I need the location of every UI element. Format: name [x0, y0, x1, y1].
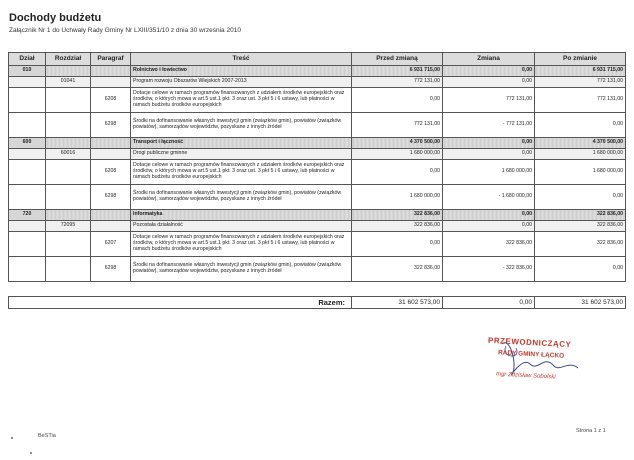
table-row-paragraf: [9, 232, 626, 257]
cell-rozdzial: 60016: [46, 149, 91, 160]
table-row-paragraf: [9, 185, 626, 210]
column-header-tresc: Treść: [131, 53, 352, 66]
cell-po: 772 131,00: [535, 77, 626, 88]
cell-tresc: Pozostała działalność: [131, 221, 352, 232]
bullet-dot: [11, 437, 13, 439]
cell-rozdzial: [46, 66, 91, 77]
table-row-rozdzial: [9, 221, 626, 232]
cell-paragraf: [91, 149, 131, 160]
table-row-rozdzial: [9, 77, 626, 88]
column-header-po: Po zmianie: [535, 53, 626, 66]
budget-table: [8, 52, 626, 282]
cell-przed: 322 836,00: [352, 257, 443, 282]
cell-tresc: Rolnictwo i łowiectwo: [131, 66, 352, 77]
cell-po: 322 836,00: [535, 221, 626, 232]
cell-przed: 772 131,00: [352, 77, 443, 88]
cell-przed: 1 680 000,00: [352, 185, 443, 210]
cell-zmiana: 772 131,00: [443, 88, 535, 113]
total-table: [8, 296, 626, 309]
cell-dzial: [9, 113, 46, 138]
total-po: 31 602 573,00: [535, 297, 626, 309]
cell-tresc: Dotacje celowe w ramach programów finansowanych z udziałem środków europejskich oraz środków, o których mowa w art.5 ust.1 pkt. 3 oraz ust. 3 pkt 5 i 6 ustawy, lub płatności w ramach budżetu środków europejskich: [131, 232, 352, 257]
cell-rozdzial: [46, 160, 91, 185]
cell-tresc: Dotacje celowe w ramach programów finansowanych z udziałem środków europejskich oraz środków, o których mowa w art.5 ust.1 pkt. 3 oraz ust. 3 pkt 5 i 6 ustawy, lub płatności w ramach budżetu środków europejskich: [131, 160, 352, 185]
cell-tresc: Środki na dofinansowanie własnych inwestycji gmin (związków gmin), powiatów (związków powiatów), samorządów województw, pozyskane z innych źródeł: [131, 113, 352, 138]
cell-zmiana: 0,00: [443, 221, 535, 232]
cell-zmiana: 322 836,00: [443, 232, 535, 257]
total-row-wrapper: [8, 296, 625, 308]
total-przed: 31 602 573,00: [352, 297, 443, 309]
cell-dzial: 010: [9, 66, 46, 77]
cell-przed: 0,00: [352, 160, 443, 185]
cell-paragraf: 6208: [91, 160, 131, 185]
cell-paragraf: [91, 66, 131, 77]
cell-przed: 322 836,00: [352, 210, 443, 221]
document-title: Dochody budżetu: [9, 12, 102, 24]
cell-po: 6 931 715,00: [535, 66, 626, 77]
cell-dzial: 720: [9, 210, 46, 221]
column-header-rozdzial: Rozdział: [46, 53, 91, 66]
official-stamp: [482, 336, 592, 386]
column-header-paragraf: Paragraf: [91, 53, 131, 66]
cell-paragraf: 6298: [91, 113, 131, 138]
table-header-row: [9, 53, 626, 66]
cell-tresc: Program rozwoju Obszarów Wiejskich 2007-2013: [131, 77, 352, 88]
cell-tresc: Dotacje celowe w ramach programów finansowanych z udziałem środków europejskich oraz środków, o których mowa w art.5 ust.1 pkt. 3 oraz ust. 3 pkt 5 i 6 ustawy, lub płatności w ramach budżetu środków europejskich: [131, 88, 352, 113]
cell-przed: 1 680 000,00: [352, 149, 443, 160]
cell-zmiana: 0,00: [443, 138, 535, 149]
cell-tresc: Środki na dofinansowanie własnych inwestycji gmin (związków gmin), powiatów (związków powiatów), samorządów województw, pozyskane z innych źródeł: [131, 185, 352, 210]
cell-zmiana: - 772 131,00: [443, 113, 535, 138]
cell-tresc: Transport i łączność: [131, 138, 352, 149]
cell-paragraf: 6208: [91, 88, 131, 113]
cell-po: 322 836,00: [535, 210, 626, 221]
table-row-paragraf: [9, 160, 626, 185]
cell-dzial: [9, 77, 46, 88]
cell-paragraf: 6298: [91, 257, 131, 282]
table-row-paragraf: [9, 88, 626, 113]
cell-przed: 0,00: [352, 232, 443, 257]
table-row-dzial: [9, 210, 626, 221]
cell-po: 1 680 000,00: [535, 149, 626, 160]
column-header-przed: Przed zmianą: [352, 53, 443, 66]
bullet-dot: [30, 452, 32, 454]
table-row-rozdzial: [9, 149, 626, 160]
cell-dzial: [9, 232, 46, 257]
cell-po: 0,00: [535, 257, 626, 282]
column-header-zmiana: Zmiana: [443, 53, 535, 66]
stamp-line-2: RADY GMINY ŁĄCKO: [497, 349, 565, 360]
cell-tresc: Drogi publiczne gminne: [131, 149, 352, 160]
cell-dzial: 600: [9, 138, 46, 149]
footer-page-number: Strona 1 z 1: [576, 428, 606, 434]
cell-zmiana: 0,00: [443, 210, 535, 221]
cell-rozdzial: [46, 88, 91, 113]
cell-zmiana: 0,00: [443, 149, 535, 160]
document-subtitle: Załącznik Nr 1 do Uchwały Rady Gminy Nr LXIII/351/10 z dnia 30 września 2010: [9, 27, 241, 34]
cell-dzial: [9, 185, 46, 210]
cell-przed: 772 131,00: [352, 113, 443, 138]
cell-paragraf: [91, 77, 131, 88]
cell-tresc: Środki na dofinansowanie własnych inwestycji gmin (związków gmin), powiatów (związków powiatów), samorządów województw, pozyskane z innych źródeł: [131, 257, 352, 282]
cell-po: 322 836,00: [535, 232, 626, 257]
cell-rozdzial: [46, 257, 91, 282]
cell-dzial: [9, 257, 46, 282]
cell-przed: 0,00: [352, 88, 443, 113]
cell-rozdzial: [46, 138, 91, 149]
cell-tresc: Informatyka: [131, 210, 352, 221]
table-row-paragraf: [9, 113, 626, 138]
total-row: [9, 297, 626, 309]
cell-rozdzial: 72095: [46, 221, 91, 232]
cell-zmiana: 0,00: [443, 66, 535, 77]
table-row-paragraf: [9, 257, 626, 282]
cell-przed: 4 370 500,00: [352, 138, 443, 149]
cell-paragraf: 6298: [91, 185, 131, 210]
footer-software-label: BeSTia: [38, 433, 56, 439]
cell-dzial: [9, 160, 46, 185]
cell-paragraf: [91, 221, 131, 232]
cell-zmiana: 0,00: [443, 77, 535, 88]
cell-zmiana: - 322 836,00: [443, 257, 535, 282]
cell-paragraf: [91, 210, 131, 221]
cell-rozdzial: [46, 113, 91, 138]
cell-po: 0,00: [535, 185, 626, 210]
column-header-dzial: Dział: [9, 53, 46, 66]
cell-przed: 6 931 715,00: [352, 66, 443, 77]
cell-paragraf: 6207: [91, 232, 131, 257]
total-zmiana: 0,00: [443, 297, 535, 309]
cell-rozdzial: [46, 232, 91, 257]
stamp-line-3: mgr Zdzisław Sobolski: [495, 371, 556, 381]
table-row-dzial: [9, 66, 626, 77]
cell-po: 0,00: [535, 113, 626, 138]
cell-rozdzial: 01041: [46, 77, 91, 88]
cell-dzial: [9, 221, 46, 232]
table-row-dzial: [9, 138, 626, 149]
cell-rozdzial: [46, 210, 91, 221]
total-label: Razem:: [9, 297, 352, 309]
cell-rozdzial: [46, 185, 91, 210]
cell-zmiana: - 1 680 000,00: [443, 185, 535, 210]
cell-dzial: [9, 149, 46, 160]
cell-dzial: [9, 88, 46, 113]
cell-przed: 322 836,00: [352, 221, 443, 232]
stamp-line-1: PRZEWODNICZĄCY: [487, 335, 572, 350]
cell-po: 4 370 500,00: [535, 138, 626, 149]
cell-po: 1 680 000,00: [535, 160, 626, 185]
cell-paragraf: [91, 138, 131, 149]
cell-po: 772 131,00: [535, 88, 626, 113]
cell-zmiana: 1 680 000,00: [443, 160, 535, 185]
